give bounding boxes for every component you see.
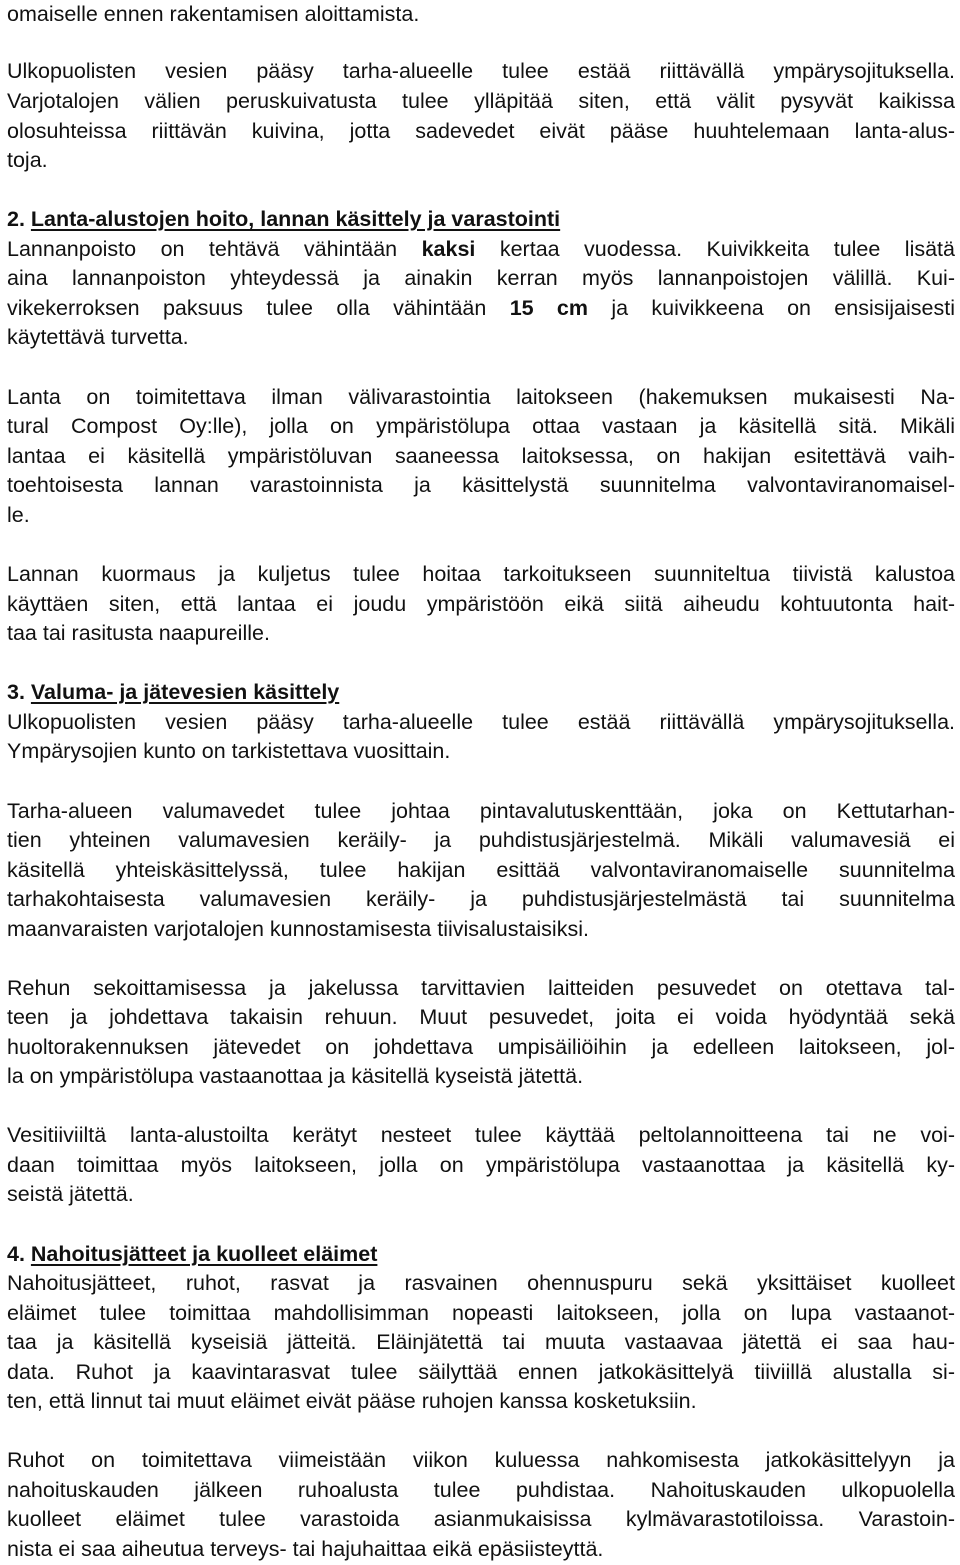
paragraph-line: ten, että linnut tai muut eläimet eivät pääse ruhojen kanssa kosketuksiin. — [7, 1389, 697, 1413]
section-title: Nahoitusjätteet ja kuolleet eläimet — [30, 1242, 378, 1266]
text-run: vikekerroksen paksuus tulee olla vähintään — [7, 296, 510, 320]
section-number: 2. — [7, 207, 31, 231]
paragraph-line: toja. — [7, 148, 48, 172]
paragraph-line: tarhakohtaisesta valumavesien keräily- ja puhdistusjärjestelmästä tai suunnitelma — [7, 887, 955, 911]
section-title: Lanta-alustojen hoito, lannan käsittely ja varastointi — [30, 207, 561, 231]
text-run: kertaa vuodessa. Kuivikkeita tulee lisätä — [475, 237, 955, 261]
paragraph-line — [7, 294, 955, 324]
section-heading-4 — [7, 1240, 955, 1270]
paragraph-line: huoltorakennuksen jätevedet on johdettava umpisäiliöihin ja edelleen laitokseen, jol- — [7, 1035, 955, 1059]
paragraph-line: käyttäen siten, että lantaa ei joudu ympäristöön eikä siitä aiheudu kohtuutonta hait- — [7, 592, 955, 616]
paragraph-line: nahoituskauden jälkeen ruhoalusta tulee puhdistaa. Nahoituskauden ulkopuolella — [7, 1478, 955, 1502]
bold-text: kaksi — [421, 237, 476, 261]
paragraph-line: tien yhteinen valumavesien keräily- ja puhdistusjärjestelmä. Mikäli valumavesiä ei — [7, 828, 955, 852]
paragraph-line: Rehun sekoittamisessa ja jakelussa tarvittavien laitteiden pesuvedet on otettava tal- — [7, 976, 955, 1000]
paragraph-line: olosuhteissa riittävän kuivina, jotta sadevedet eivät pääse huuhtelemaan lanta-alus- — [7, 119, 955, 143]
paragraph-line: nista ei saa aiheutua terveys- tai hajuhaittaa eikä epäsiisteyttä. — [7, 1537, 604, 1561]
paragraph-line: Ulkopuolisten vesien pääsy tarha-alueelle tulee estää riittävällä ympärysojituksella. — [7, 59, 955, 83]
section-number: 3. — [7, 680, 31, 704]
paragraph-line: toehtoisesta lannan varastoinnista ja käsittelystä suunnitelma valvontaviranomaisel- — [7, 473, 955, 497]
paragraph-line: aina lannanpoiston yhteydessä ja ainakin kerran myös lannanpoistojen välillä. Kui- — [7, 266, 955, 290]
paragraph-line: la on ympäristölupa vastaanottaa ja käsitellä kyseistä jätettä. — [7, 1064, 584, 1088]
paragraph-line: data. Ruhot ja kaavintarasvat tulee säilyttää ennen jatkokäsittelyä tiiviillä alustalla si- — [7, 1360, 955, 1384]
text-run: ja kuivikkeena on ensisijaisesti — [588, 296, 955, 320]
paragraph-line: kuolleet eläimet tulee varastoida asianmukaisissa kylmävarastotiloissa. Varastoin- — [7, 1507, 955, 1531]
paragraph-line: käsitellä yhteiskäsittelyssä, tulee hakijan esittää valvontaviranomaiselle suunnitelma — [7, 858, 955, 882]
paragraph-line: le. — [7, 503, 30, 527]
paragraph-line: Ruhot on toimitettava viimeistään viikon kuluessa nahkomisesta jatkokäsittelyyn ja — [7, 1448, 955, 1472]
paragraph-line: Varjotalojen välien peruskuivatusta tulee ylläpitää siten, että välit pysyvät kaikissa — [7, 89, 955, 113]
bold-text: 15 cm — [509, 296, 589, 320]
paragraph-line: käytettävä turvetta. — [7, 325, 189, 349]
paragraph-line: tural Compost Oy:lle), jolla on ympäristölupa ottaa vastaan ja käsitellä sitä. Mikäli — [7, 414, 955, 438]
paragraph-line: Vesitiiviiltä lanta-alustoilta kerätyt nesteet tulee käyttää peltolannoitteena tai ne voi- — [7, 1123, 955, 1147]
paragraph-line: daan toimittaa myös laitokseen, jolla on ympäristölupa vastaanottaa ja käsitellä ky- — [7, 1153, 955, 1177]
paragraph-line: Lannan kuormaus ja kuljetus tulee hoitaa tarkoitukseen suunniteltua tiivistä kalustoa — [7, 562, 955, 586]
paragraph-line: seistä jätettä. — [7, 1182, 134, 1206]
section-heading-2 — [7, 205, 955, 235]
text-run: Lannanpoisto on tehtävä vähintään — [7, 237, 422, 261]
paragraph-line: taa tai rasitusta naapureille. — [7, 621, 270, 645]
paragraph-line: maanvaraisten varjotalojen kunnostamisesta tiivisalustaisiksi. — [7, 917, 589, 941]
paragraph-line: Tarha-alueen valumavedet tulee johtaa pintavalutuskenttään, joka on Kettutarhan- — [7, 799, 955, 823]
paragraph-line: omaiselle ennen rakentamisen aloittamista. — [7, 2, 420, 26]
section-heading-3 — [7, 678, 955, 708]
paragraph-line: Lanta on toimitettava ilman välivarastointia laitokseen (hakemuksen mukaisesti Na- — [7, 385, 955, 409]
paragraph-line: Nahoitusjätteet, ruhot, rasvat ja rasvainen ohennuspuru sekä yksittäiset kuolleet — [7, 1271, 955, 1295]
paragraph-line — [7, 235, 955, 265]
section-title: Valuma- ja jätevesien käsittely — [30, 680, 340, 704]
paragraph-line: eläimet tulee toimittaa mahdollisimman nopeasti laitokseen, jolla on lupa vastaanot- — [7, 1301, 955, 1325]
section-number: 4. — [7, 1242, 31, 1266]
paragraph-line: lantaa ei käsitellä ympäristöluvan saaneessa laitoksessa, on hakijan esitettävä vaih- — [7, 444, 955, 468]
paragraph-line: teen ja johdettava takaisin rehuun. Muut pesuvedet, joita ei voida hyödyntää sekä — [7, 1005, 955, 1029]
paragraph-line: Ulkopuolisten vesien pääsy tarha-alueelle tulee estää riittävällä ympärysojituksella. — [7, 710, 955, 734]
paragraph-line: taa ja käsitellä kyseisiä jätteitä. Eläinjätettä tai muuta vastaavaa jätettä ei saa hau- — [7, 1330, 955, 1354]
paragraph-line: Ympärysojien kunto on tarkistettava vuosittain. — [7, 739, 451, 763]
